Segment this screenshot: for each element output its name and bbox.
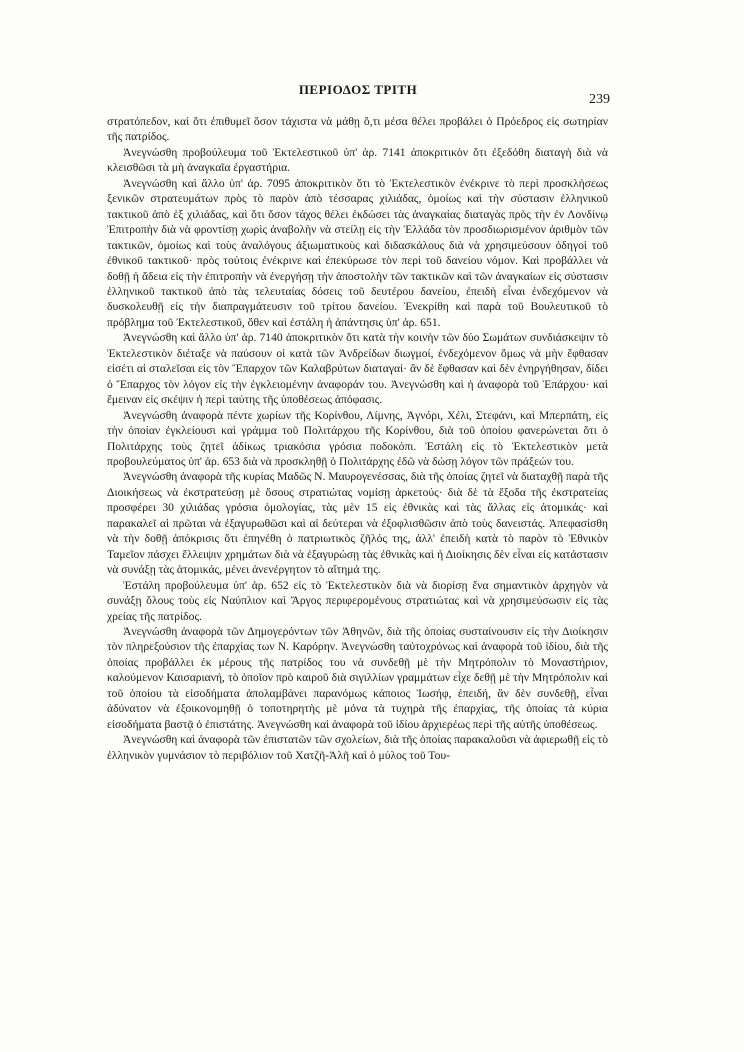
paragraph: στρατόπεδον, καὶ ὅτι ἐπιθυμεῖ ὅσον τάχιστα νὰ μάθῃ ὅ,τι μέσα θέλει προβάλει ὁ Πρόεδρος εἰς σωτηρίαν τῆς πατρίδος.	[107, 115, 608, 144]
paragraph: Ἀνεγνώσθη ἀναφορὰ πέντε χωρίων τῆς Κορίνθου, Λίμνης, Ἀγνόρι, Χέλι, Στεφάνι, καὶ Μπερπάτη, εἰς τὴν ὁποίαν ἐγκλείουσι καὶ γράμμα τοῦ Πολιτάρχου τῆς Κορίνθου, διὰ τοῦ ὁποίου φανερώνεται ὅτι ὁ Πολιτάρχης τοὺς ζητεῖ ἀδίκως τριακόσια γρόσια ποδοκόπι. Ἐστάλη εἰς τὸ Ἐκτελεστικὸν μετὰ προβουλεύματος ὑπ' ἀρ. 653 διὰ νὰ προσκληθῇ ὁ Πολιτάρχης ἐδῶ νὰ δώσῃ λόγον τῶν πράξεών του.	[107, 408, 608, 468]
running-head: ΠΕΡΙΟΔΟΣ ΤΡΙΤΗ	[298, 82, 418, 97]
page-header	[108, 78, 610, 107]
paragraph: Ἀνεγνώσθη καὶ ἀναφορὰ τῶν ἐπιστατῶν τῶν σχολείων, διὰ τῆς ὁποίας παρακαλοῦσι νὰ ἀφιερωθῇ εἰς τὸ ἑλληνικὸν γυμνάσιον τὸ περιβόλιον τοῦ Χατζῆ-Ἀλῆ καὶ ὁ μύλος τοῦ Του-	[107, 733, 608, 762]
paragraph: Ἀνεγνώσθη καὶ ἄλλο ὑπ' ἀρ. 7095 ἀποκριτικὸν ὅτι τὸ Ἐκτελεστικὸν ἐνέκρινε τὸ περὶ προσκλήσεως ξενικῶν στρατευμάτων πρὸς τὸ παρὸν ἀπὸ τέσσαρας χιλιάδας, ὁμοίως καὶ τὴν σύστασιν ἑλληνικοῦ τακτικοῦ ἀπὸ ἑξ χιλιάδας, καὶ ὅτι ὅσον τάχος θέλει ἐκδώσει τὰς ἀναγκαίας διαταγὰς πρὸς τὴν ἐν Λονδίνῳ Ἐπιτροπὴν διὰ νὰ φροντίσῃ χωρὶς ἀναβολὴν νὰ στείλῃ εἰς τὴν Ἑλλάδα τὸν προσδιωρισμένον ἀριθμὸν τῶν τακτικῶν, ὁμοίως καὶ τοὺς ἀναλόγους ἀξιωματικοὺς καὶ διδασκάλους διὰ νὰ χρησιμεύσουν ὁδηγοὶ τοῦ ἐθνικοῦ τακτικοῦ· πρὸς τούτοις ἐνέκρινε καὶ ἐπεκύρωσε τὸν περὶ τοῦ δανείου νόμον. Καὶ προβάλλει νὰ δοθῇ ἡ ἄδεια εἰς τὴν ἐπιτροπὴν νὰ ἐνεργήσῃ τὴν ἀποστολὴν τῶν τακτικῶν καὶ τῶν ἀναγκαίων εἰς σύστασιν ἑλληνικοῦ τακτικοῦ ἀπὸ τὰς τελευταίας δόσεις τοῦ δευτέρου δανείου, ἐπειδὴ εἶναι ἐνδεχόμενον νὰ δυσκολευθῇ εἰς τὴν διαπραγμάτευσιν τοῦ τρίτου δανείου. Ἐνεκρίθη καὶ παρὰ τοῦ Βουλευτικοῦ τὸ πρόβλημα τοῦ Ἐκτελεστικοῦ, ὅθεν καὶ ἐστάλη ἡ ἀπάντησις ὑπ' ἀρ. 651.	[107, 176, 608, 329]
page-number: 239	[589, 92, 610, 107]
paragraph: Ἀνεγνώσθη καὶ ἄλλο ὑπ' ἀρ. 7140 ἀποκριτικὸν ὅτι κατὰ τὴν κοινὴν τῶν δύο Σωμάτων συνδιάσκεψιν τὸ Ἐκτελεστικὸν διέταξε νὰ παύσουν οἱ κατὰ τῶν Ἀνδρείδων διωγμοί, ἐνδεχόμενον ὅμως νὰ μὴν ἔφθασαν εἰσέτι αἱ σταλεῖσαι εἰς τὸν Ἔπαρχον τῶν Καλαβρύτων διαταγαί· ἂν δὲ ἔφθασαν καὶ δὲν ἐνηργήθησαν, δίδει ὁ Ἔπαρχος τὸν λόγον εἰς τὴν ἐγκλειομένην ἀναφοράν του. Ἀνεγνώσθη καὶ ἡ ἀναφορὰ τοῦ Ἐπάρχου· καὶ ἔμειναν εἰς σκέψιν ἡ περὶ ταύτης τῆς ὑποθέσεως ἀπόφασις.	[107, 331, 608, 407]
paragraph: Ἀνεγνώσθη ἀναφορὰ τῆς κυρίας Μαδῶς Ν. Μαυρογενέσσας, διὰ τῆς ὁποίας ζητεῖ νὰ διαταχθῇ παρὰ τῆς Διοικήσεως νὰ ἐκστρατεύσῃ μὲ ὅσους στρατιώτας νομίσῃ ἀρκετούς· διὰ δὲ τὰ ἔξοδα τῆς ἐκστρατείας προσφέρει 30 χιλιάδας γρόσια ὁμολογίας, τὰς μὲν 15 εἰς ἐθνικὰς καὶ τὰς ἄλλας εἰς ἀτομικάς· καὶ παρακαλεῖ αἱ πρῶται νὰ ἐξαγυρωθῶσι καὶ αἱ δεύτεραι νὰ ἐξοφλισθῶσιν ἀπὸ τοὺς δανειστάς. Ἀπεφασίσθη νὰ τὴν δοθῇ ἀπόκρισις ὅτι ἐπηνέθη ὁ πατριωτικὸς ζῆλός της, ἀλλ' ἐπειδὴ κατὰ τὸ παρὸν τὸ Ἐθνικὸν Ταμεῖον πάσχει ἔλλειψιν χρημάτων διὰ νὰ ἐξαγυρώσῃ τὰς ἐθνικὰς καὶ ἡ Διοίκησις δὲν εἶναι εἰς κατάστασιν νὰ συνάξῃ τὰς ἀτομικάς, μένει ἀνενέργητον τὸ αἴτημά της.	[107, 470, 608, 577]
paragraph: Ἐστάλη προβούλευμα ὑπ' ἀρ. 652 εἰς τὸ Ἐκτελεστικὸν διὰ νὰ διορίσῃ ἕνα σημαντικὸν ἀρχηγὸν νὰ συνάξῃ ὅλους τοὺς εἰς Ναύπλιον καὶ Ἄργος περιφερομένους στρατιώτας καὶ νὰ χρησιμεύσωσιν εἰς τὰς χρείας τῆς πατρίδος.	[107, 578, 608, 623]
paragraph: Ἀνεγνώσθη προβούλευμα τοῦ Ἐκτελεστικοῦ ὑπ' ἀρ. 7141 ἀποκριτικὸν ὅτι ἐξεδόθη διαταγὴ διὰ νὰ κλεισθῶσι τὰ μὴ ἀναγκαῖα ἐργαστήρια.	[107, 145, 608, 175]
body-text	[107, 114, 608, 763]
paragraph: Ἀνεγνώσθη ἀναφορὰ τῶν Δημογερόντων τῶν Ἀθηνῶν, διὰ τῆς ὁποίας συσταίνουσιν εἰς τὴν Διοίκησιν τὸν πληρεξούσιον τῆς ἐπαρχίας των Ν. Καρόρην. Ἀνεγνώσθη ταὐτοχρόνως καὶ ἀναφορὰ τοῦ ἰδίου, διὰ τῆς ὁποίας προβάλλει ἐκ μέρους τῆς πατρίδος του νὰ συνδεθῇ μὲ τὴν Μητρόπολιν τὸ Μοναστήριον, καλούμενον Καισαριανή, τὸ ὁποῖον πρὸ καιροῦ διὰ σιγιλλίων γραμμάτων εἶχε δεθῇ μὲ τὴν Μητρόπολιν καὶ τοῦ ὁποίου τὰ εἰσοδήματα ἀπολαμβάνει παρανόμως κάποιος Ἰωσήφ, ἐπειδή, ἂν δὲν συνδεθῇ, εἶναι ἀδύνατον νὰ ἐξοικονομηθῇ ὁ τοποτηρητὴς μὲ μόνα τὰ τυχηρὰ τῆς ἐπαρχίας, τῆς ὁποίας τὰ κύρια εἰσοδήματα βαστᾷ ὁ ἐπιστάτης. Ἀνεγνώσθη καὶ ἀναφορὰ τοῦ ἰδίου ἀρχιερέως περὶ τῆς αὐτῆς ὑποθέσεως.	[107, 624, 608, 731]
